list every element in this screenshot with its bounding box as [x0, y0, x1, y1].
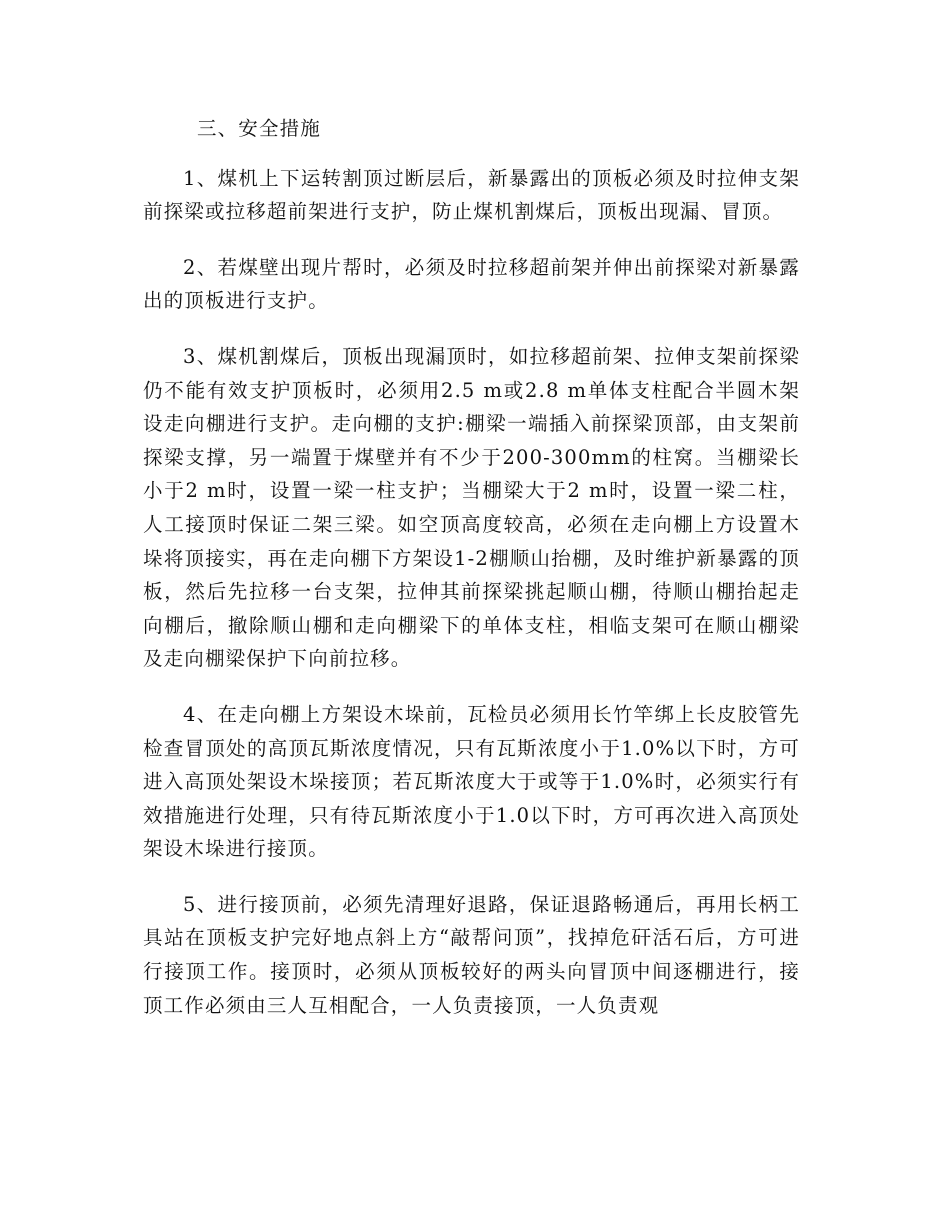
section-heading: 三、安全措施 [197, 117, 321, 140]
paragraph-3: 3、煤机割煤后，顶板出现漏顶时，如拉移超前架、拉伸支架前探梁仍不能有效支护顶板时，必须用2.5 m或2.8 m单体支柱配合半圆木架设走向棚进行支护。走向棚的支护:棚梁一端插入前探梁顶部，由支架前探梁支撑，另一端置于煤壁并有不少于200-300mm的柱窝。当棚梁长小于2 m时，设置一梁一柱支护；当棚梁大于2 m时，设置一梁二柱，人工接顶时保证二架三梁。如空顶高度较高，必须在走向棚上方设置木垛将顶接实，再在走向棚下方架设1-2棚顺山抬棚，及时维护新暴露的顶板，然后先拉移一台支架，拉伸其前探梁挑起顺山棚，待顺山棚抬起走向棚后，撤除顺山棚和走向棚梁下的单体支柱，相临支架可在顺山棚梁及走向棚梁保护下向前拉移。 [143, 344, 800, 671]
paragraph-4: 4、在走向棚上方架设木垛前，瓦检员必须用长竹竿绑上长皮胶管先检查冒顶处的高顶瓦斯浓度情况，只有瓦斯浓度小于1.0%以下时，方可进入高顶处架设木垛接顶；若瓦斯浓度大于或等于1.0%时，必须实行有效措施进行处理，只有待瓦斯浓度小于1.0以下时，方可再次进入高顶处架设木垛进行接顶。 [143, 702, 800, 861]
paragraph-2: 2、若煤壁出现片帮时，必须及时拉移超前架并伸出前探梁对新暴露出的顶板进行支护。 [143, 255, 800, 313]
paragraph-1: 1、煤机上下运转割顶过断层后，新暴露出的顶板必须及时拉伸支架前探梁或拉移超前架进行支护，防止煤机割煤后，顶板出现漏、冒顶。 [143, 166, 800, 224]
paragraph-5: 5、进行接顶前，必须先清理好退路，保证退路畅通后，再用长柄工具站在顶板支护完好地点斜上方“敲帮问顶”，找掉危矸活石后，方可进行接顶工作。接顶时，必须从顶板较好的两头向冒顶中间逐棚进行，接顶工作必须由三人互相配合，一人负责接顶，一人负责观 [143, 892, 800, 1017]
